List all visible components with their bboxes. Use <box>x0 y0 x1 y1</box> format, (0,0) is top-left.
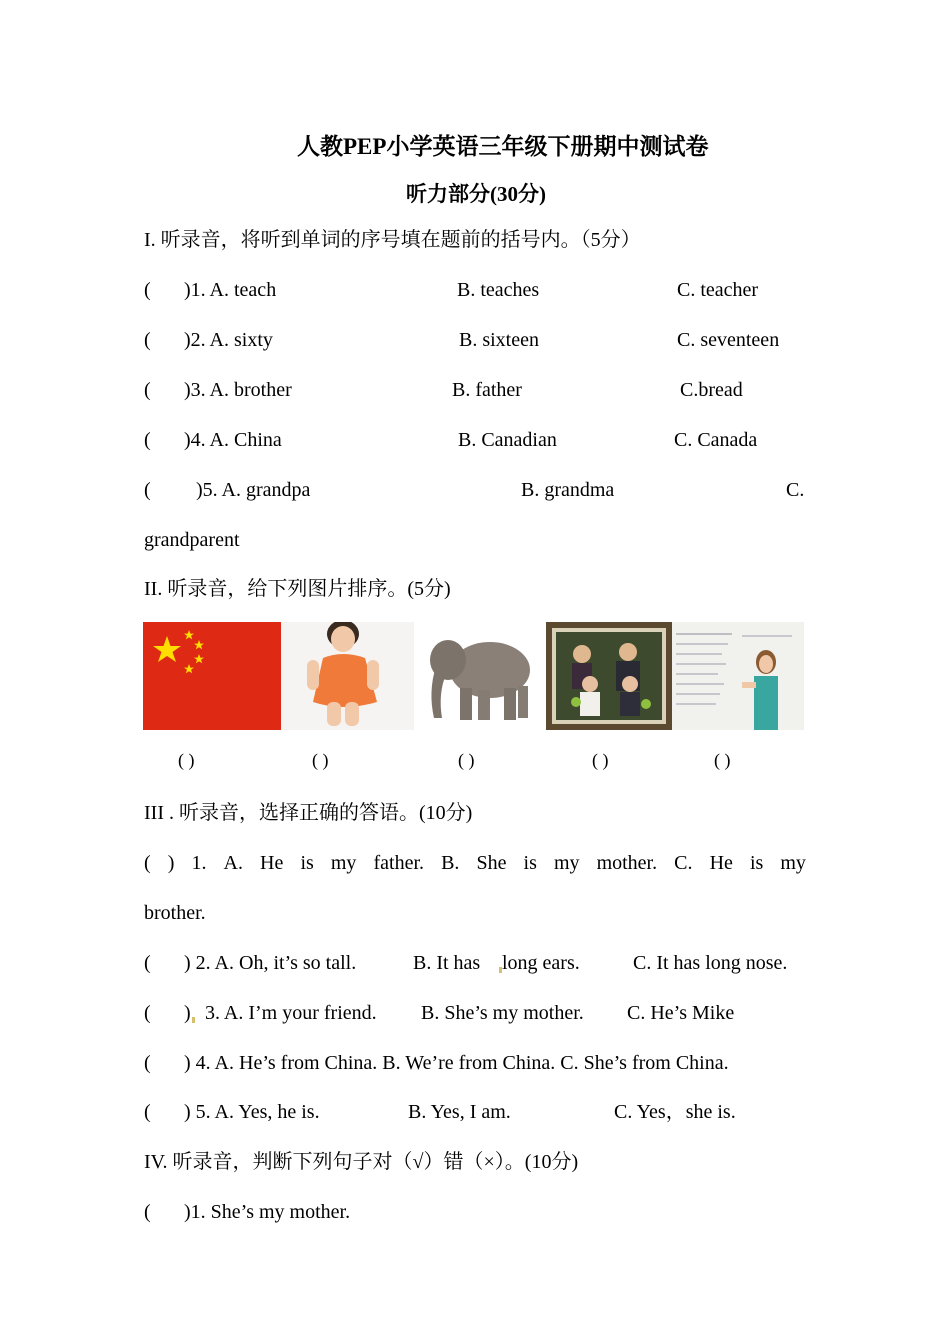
section1-heading: I. 听录音，将听到单词的序号填在题前的括号内。（5分） <box>144 229 641 251</box>
family-photo-image <box>546 622 672 730</box>
answer-blank[interactable]: ( <box>144 1201 151 1223</box>
picture-order-blank[interactable]: ( ) <box>592 750 609 770</box>
page-subtitle: 听力部分(30分) <box>406 182 546 206</box>
section3-item-1-wrap: brother. <box>144 902 206 924</box>
answer-blank[interactable]: ( <box>144 952 151 974</box>
elephant-image <box>414 622 546 730</box>
picture-order-blank[interactable]: ( ) <box>178 750 195 770</box>
section3-heading: III . 听录音，选择正确的答语。(10分) <box>144 802 473 824</box>
answer-blank[interactable]: ( <box>144 852 151 874</box>
section4-heading: IV. 听录音，判断下列句子对（√）错（×）。(10分) <box>144 1151 579 1173</box>
picture-order-blank[interactable]: ( ) <box>714 750 731 770</box>
china-flag-image <box>143 622 281 730</box>
girl-image <box>281 622 414 730</box>
answer-blank[interactable]: ( <box>144 429 151 451</box>
answer-blank[interactable]: ( <box>144 329 151 351</box>
answer-blank[interactable]: ( <box>144 479 151 501</box>
answer-blank[interactable]: ( <box>144 379 151 401</box>
section3-item-1: ( ) 1. A. He is my father. B. She is my mother. C. He is my <box>144 852 806 874</box>
section2-heading: II. 听录音，给下列图片排序。(5分) <box>144 578 451 600</box>
page-title: 人教PEP小学英语三年级下册期中测试卷 <box>297 134 709 159</box>
answer-blank[interactable]: ( <box>144 279 151 301</box>
scan-mark <box>192 1017 195 1023</box>
picture-order-blank[interactable]: ( ) <box>458 750 475 770</box>
picture-order-blank[interactable]: ( ) <box>312 750 329 770</box>
answer-blank[interactable]: ( <box>144 1052 151 1074</box>
answer-blank[interactable]: ( <box>144 1101 151 1123</box>
teacher-image <box>672 622 804 730</box>
answer-blank[interactable]: ( <box>144 1002 151 1024</box>
